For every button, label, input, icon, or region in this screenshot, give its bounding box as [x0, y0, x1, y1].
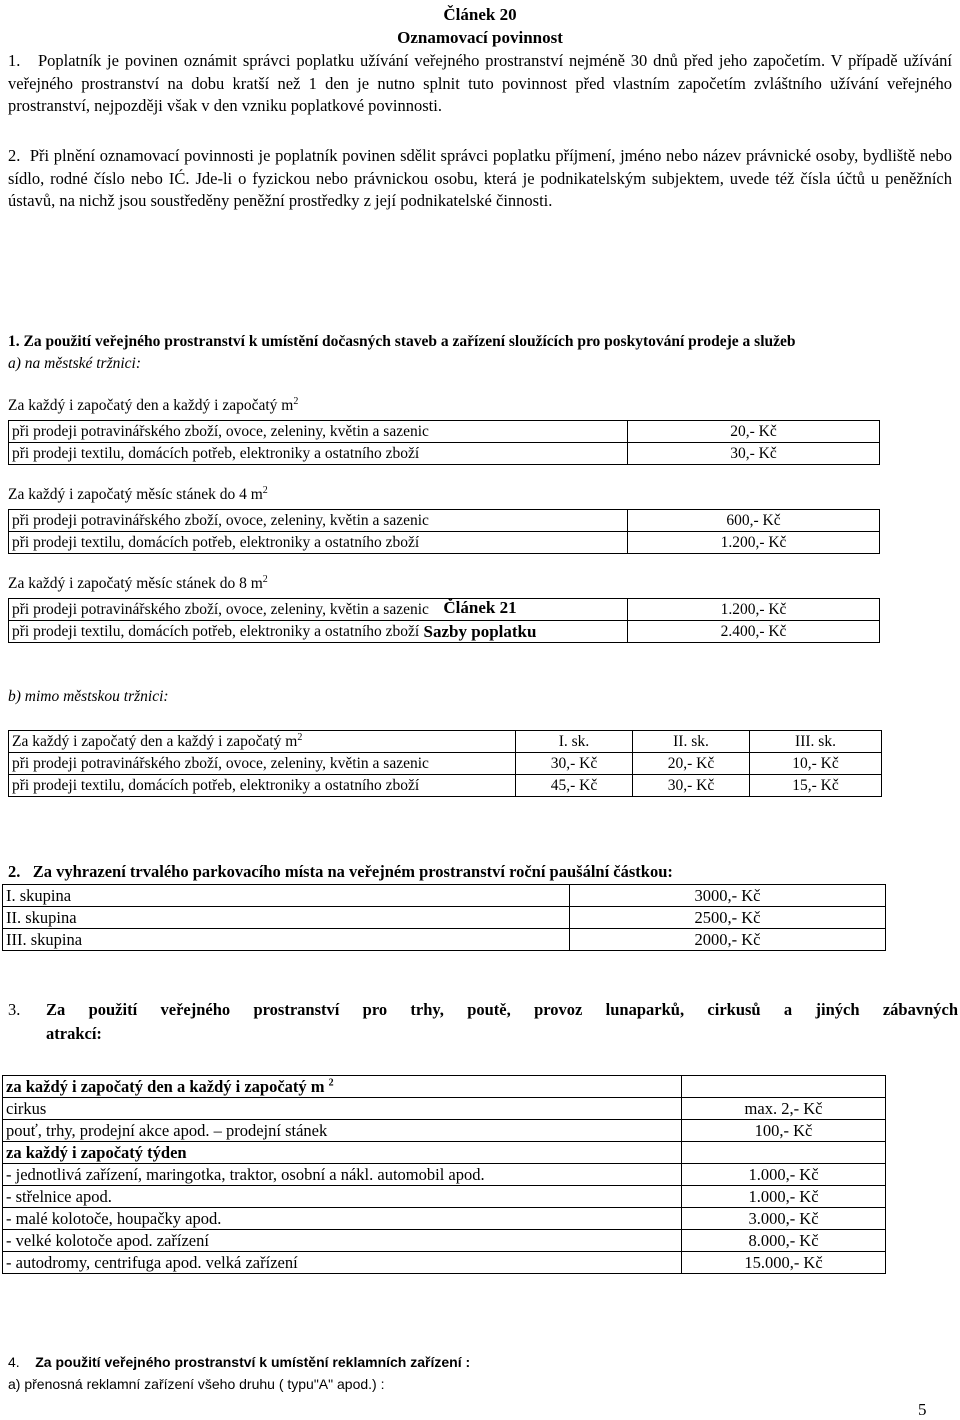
row-label: - velké kolotoče apod. zařízení: [3, 1230, 682, 1252]
row-label: cirkus: [3, 1098, 682, 1120]
table-row: [9, 510, 880, 532]
row-label: - malé kolotoče, houpačky apod.: [3, 1208, 682, 1230]
table-row: [9, 443, 880, 465]
market-group-2-heading: Za každý i započatý měsíc stánek do 4 $m^2$: [8, 484, 268, 503]
row-label: při prodeji potravinářského zboží, ovoce, zeleniny, květin a sazenic: [9, 421, 628, 443]
market-table-2: [8, 509, 880, 554]
market-group-3-heading: Za každý i započatý měsíc stánek do 8 $m^2$: [8, 573, 268, 592]
row-label: pouť, trhy, prodejní akce apod. – prodejní stánek: [3, 1120, 682, 1142]
row-label: - střelnice apod.: [3, 1186, 682, 1208]
row-label: za každý i započatý týden: [3, 1142, 682, 1164]
table-row: [9, 775, 882, 797]
row-label: při prodeji textilu, domácích potřeb, elektroniky a ostatního zboží: [9, 775, 516, 797]
row-value: 20,- Kč: [633, 753, 750, 775]
row-label: při prodeji potravinářského zboží, ovoce, zeleniny, květin a sazenic: [9, 753, 516, 775]
row-label: při prodeji potravinářského zboží, ovoce, zeleniny, květin a sazenic: [9, 510, 628, 532]
article-21-subtitle: Sazby poplatku: [423, 622, 537, 641]
row-value: 15.000,- Kč: [682, 1252, 886, 1274]
row-value: 1.200,- Kč: [628, 599, 880, 621]
section-4-heading: 4. Za použití veřejného prostranství k umístění reklamních zařízení :: [8, 1354, 471, 1370]
article-20-paragraph-2: [8, 145, 952, 213]
section-3-heading-line-2: atrakcí:: [46, 1024, 102, 1043]
table-row: [3, 1186, 886, 1208]
row-label: za každý i započatý den a každý i započatý m $^2$: [3, 1076, 682, 1098]
article-20-title: Článek 20: [443, 5, 517, 24]
row-value: 2.400,- Kč: [628, 621, 880, 643]
fair-table: [2, 1075, 886, 1274]
table-row: [3, 1098, 886, 1120]
row-label: - autodromy, centrifuga apod. velká zařízení: [3, 1252, 682, 1274]
table-row: [9, 599, 880, 621]
row-value: 600,- Kč: [628, 510, 880, 532]
article-20-subtitle: Oznamovací povinnost: [397, 28, 563, 47]
row-value: 3000,- Kč: [570, 885, 886, 907]
table-row: [3, 885, 886, 907]
header-cell: III. sk.: [750, 731, 882, 753]
row-label: při prodeji textilu, domácích potřeb, elektroniky a ostatního zboží: [9, 443, 628, 465]
table-row: [3, 907, 886, 929]
section-1-heading: 1. Za použití veřejného prostranství k umístění dočasných staveb a zařízení sloužících pro poskytování prodeje a služeb: [8, 333, 796, 350]
row-label: při prodeji textilu, domácích potřeb, elektroniky a ostatního zboží: [9, 532, 628, 554]
row-value: max. 2,- Kč: [682, 1098, 886, 1120]
section-4a: a) přenosná reklamní zařízení všeho druhu ( typu"A" apod.) :: [8, 1376, 385, 1392]
market-table-3: [8, 598, 880, 643]
table-row: [3, 1208, 886, 1230]
row-value: 45,- Kč: [516, 775, 633, 797]
row-value: 3.000,- Kč: [682, 1208, 886, 1230]
row-value: 2000,- Kč: [570, 929, 886, 951]
row-value: 20,- Kč: [628, 421, 880, 443]
row-value: 100,- Kč: [682, 1120, 886, 1142]
paragraph-text: Při plnění oznamovací povinnosti je poplatník povinen sdělit správci poplatku příjmení, jméno nebo název právnické osoby, bydliště nebo sídlo, rodné číslo nebo IĆ. Jde-li o fyzickou nebo právnickou osobu, která je podnikatelským subjektem, uvede též čísla účtů u peněžních ústavů, na nichž jsou soustředěny peněžní prostředky z její podnikatelské činnosti.: [8, 146, 953, 210]
header-cell: I. sk.: [516, 731, 633, 753]
market-table-1: [8, 420, 880, 465]
table-row: [3, 1142, 886, 1164]
table-row: [3, 1230, 886, 1252]
row-label: II. skupina: [3, 907, 570, 929]
table-row: [3, 1252, 886, 1274]
row-label: při prodeji potravinářského zboží, ovoce, zeleniny, květin a sazenic: [9, 599, 628, 621]
row-value: 1.200,- Kč: [628, 532, 880, 554]
table-row: [9, 621, 880, 643]
article-20-paragraph-1: [8, 50, 952, 118]
table-row: [9, 532, 880, 554]
table-row: [9, 421, 880, 443]
paragraph-number: 2.: [8, 146, 21, 165]
table-row: [3, 1120, 886, 1142]
row-value: [682, 1076, 886, 1098]
row-label: - jednotlivá zařízení, maringotka, traktor, osobní a nákl. automobil apod.: [3, 1164, 682, 1186]
paragraph-text: Poplatník je povinen oznámit správci poplatku užívání veřejného prostranství nejméně 30 dnů před jeho započetím. V případě užívání veřejného prostranství na dobu kratší než 1 den je nutno splnit tuto povinnost před vlastním započetím zvláštního užívání veřejného prostranství, nejpozději však v den vzniku poplatkové povinnosti.: [8, 51, 953, 115]
section-3-number: 3.: [8, 1000, 21, 1019]
table-row: [3, 1164, 886, 1186]
section-2-heading: 2. Za vyhrazení trvalého parkovacího místa na veřejném prostranství roční paušální částkou:: [8, 862, 673, 881]
section-3-heading-line-1: Za použití veřejného prostranství pro trhy, poutě, provoz lunaparků, cirkusů a jiných zábavných: [46, 1000, 958, 1019]
row-value: 1.000,- Kč: [682, 1164, 886, 1186]
header-cell: II. sk.: [633, 731, 750, 753]
row-value: 2500,- Kč: [570, 907, 886, 929]
table-row: [3, 929, 886, 951]
article-21-title: Článek 21: [443, 598, 517, 617]
row-label: I. skupina: [3, 885, 570, 907]
row-label: III. skupina: [3, 929, 570, 951]
parking-table: [2, 884, 886, 951]
outside-market-table: [8, 730, 882, 797]
row-value: 10,- Kč: [750, 753, 882, 775]
market-group-1-heading: Za každý i započatý den a každý i započatý $m^2$: [8, 395, 299, 414]
row-value: 30,- Kč: [633, 775, 750, 797]
row-value: 30,- Kč: [516, 753, 633, 775]
row-value: 30,- Kč: [628, 443, 880, 465]
table-row: [3, 1076, 886, 1098]
header-cell: Za každý i započatý den a každý i započatý $m^2$: [9, 731, 516, 753]
row-value: 1.000,- Kč: [682, 1186, 886, 1208]
paragraph-number: 1.: [8, 51, 21, 70]
row-value: [682, 1142, 886, 1164]
table-header-row: [9, 731, 882, 753]
table-row: [9, 753, 882, 775]
row-value: 8.000,- Kč: [682, 1230, 886, 1252]
section-1b-label: b) mimo městskou tržnici:: [8, 688, 169, 705]
page-number: 5: [918, 1400, 927, 1419]
row-value: 15,- Kč: [750, 775, 882, 797]
section-1a-label: a) na městské tržnici:: [8, 355, 142, 372]
row-label: při prodeji textilu, domácích potřeb, elektroniky a ostatního zboží: [9, 621, 628, 643]
